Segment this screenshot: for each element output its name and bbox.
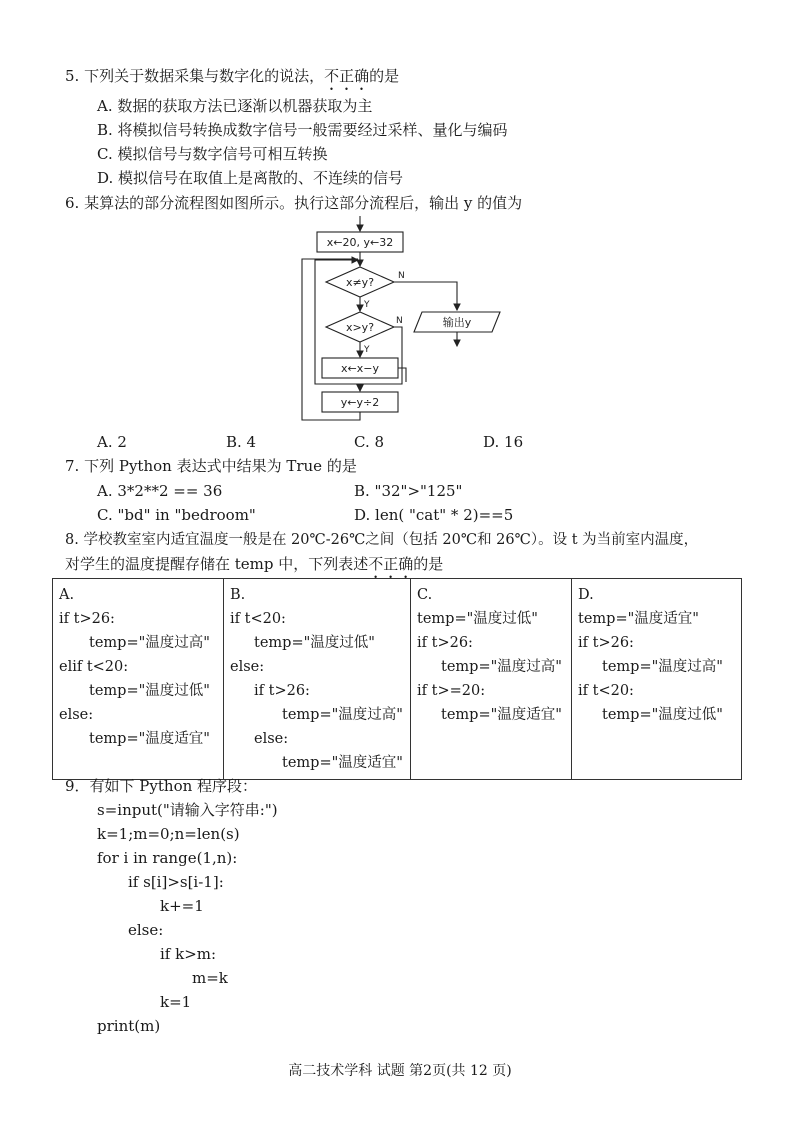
q8-a-line: else: [59,707,94,723]
q8-c-line: temp="温度过低" [417,611,538,627]
q8-b-line: temp="温度过高" [282,707,403,723]
q6-option-c: C. 8 [354,433,385,451]
q5-option-a: A. 数据的获取方法已逐渐以机器获取为主 [97,97,373,115]
q5-stem-emphasis: 不正确 [324,67,370,85]
q8-stem-prefix: 对学生的温度提醒存储在 temp 中，下列表述 [65,555,369,573]
flow-cond1-text: x≠y? [345,276,375,289]
q8-col-c [411,579,572,780]
flow-init-text: x←20, y←32 [326,236,394,249]
q7-option-b: B. "32">"125" [354,482,463,500]
page-footer: 高二技术学科 试题 第2页(共 12 页) [288,1063,512,1079]
q5-stem-suffix: 的是 [369,67,400,85]
q8-a-line: if t>26: [59,611,115,627]
q9-stem: 9．有如下 Python 程序段： [65,777,258,795]
q8-options-table [52,578,742,780]
q8-b-line: if t>26: [254,683,310,699]
flow-output-text: 输出y [442,316,472,329]
q9-code-line: for i in range(1,n): [97,849,238,867]
q8-b-label: B. [230,587,246,603]
q9-code-line: s=input("请输入字符串:") [97,801,278,819]
flow-cond2-no: N [396,316,403,326]
q8-d-line: if t>26: [578,635,634,651]
q6-stem: 6. 某算法的部分流程图如图所示。执行这部分流程后，输出 y 的值为 [65,194,523,212]
q8-b-line: temp="温度过低" [254,635,375,651]
q8-c-line: if t>=20: [417,683,486,699]
q8-d-line: temp="温度过低" [602,707,723,723]
q8-a-line: elif t<20: [59,659,129,675]
q8-col-a [53,579,224,780]
q8-col-d [572,579,742,780]
q8-stem-suffix: 的是 [413,555,444,573]
q9-code-line: if k>m: [160,945,217,963]
q5-option-d: D. 模拟信号在取值上是离散的、不连续的信号 [97,169,404,187]
q8-b-line: temp="温度适宜" [282,755,403,771]
q8-a-label: A. [59,587,75,603]
q9-code-line: k=1;m=0;n=len(s) [97,825,240,843]
q7-option-d: D. len( "cat" * 2)==5 [354,506,514,524]
q8-b-line: if t<20: [230,611,286,627]
q8-b-line: else: [254,731,289,747]
q8-c-line: temp="温度适宜" [441,707,562,723]
q8-d-line: temp="温度过高" [602,659,723,675]
q6-option-a: A. 2 [97,433,127,451]
q6-option-d: D. 16 [483,433,524,451]
q5-option-c: C. 模拟信号与数字信号可相互转换 [97,145,328,163]
q8-c-line: if t>26: [417,635,473,651]
q8-a-line: temp="温度过低" [89,683,210,699]
q8-stem-emphasis: 不正确 [368,555,414,573]
flow-step2-text: y←y÷2 [340,396,380,409]
q6-option-b: B. 4 [226,433,257,451]
q9-code-line: k+=1 [160,897,204,915]
q8-c-label: C. [417,587,433,603]
flow-cond2-text: x>y? [345,321,375,334]
q5-stem-prefix: 5. 下列关于数据采集与数字化的说法， [65,67,325,85]
flow-cond2-yes: Y [364,345,370,355]
q9-code-line: k=1 [160,993,192,1011]
q8-d-label: D. [578,587,594,603]
q9-code-line: print(m) [97,1017,161,1035]
q7-stem: 7. 下列 Python 表达式中结果为 True 的是 [65,457,357,475]
q8-a-line: temp="温度过高" [89,635,210,651]
q5-stem [65,66,399,94]
flow-step1-text: x←x−y [341,362,379,375]
q8-b-line: else: [230,659,265,675]
flow-cond1-no: N [398,271,405,281]
q8-c-line: temp="温度过高" [441,659,562,675]
q8-d-line: if t<20: [578,683,634,699]
q8-d-line: temp="温度适宜" [578,611,699,627]
q9-code-line: else: [128,921,164,939]
q6-flowchart [290,212,520,432]
q7-option-c: C. "bd" in "bedroom" [97,506,256,524]
q5-option-b: B. 将模拟信号转换成数字信号一般需要经过采样、量化与编码 [97,121,508,139]
q7-option-a: A. 3*2**2 == 36 [97,482,223,500]
q9-code-line: m=k [192,969,228,987]
q8-a-line: temp="温度适宜" [89,731,210,747]
q8-stem-line1: 8. 学校教室室内适宜温度一般是在 20℃-26℃之间（包括 20℃和 26℃）。设 t 为当前室内温度， [65,532,699,548]
q8-col-b [224,579,411,780]
flow-cond1-yes: Y [364,300,370,310]
q9-code-line: if s[i]>s[i-1]: [128,873,224,891]
